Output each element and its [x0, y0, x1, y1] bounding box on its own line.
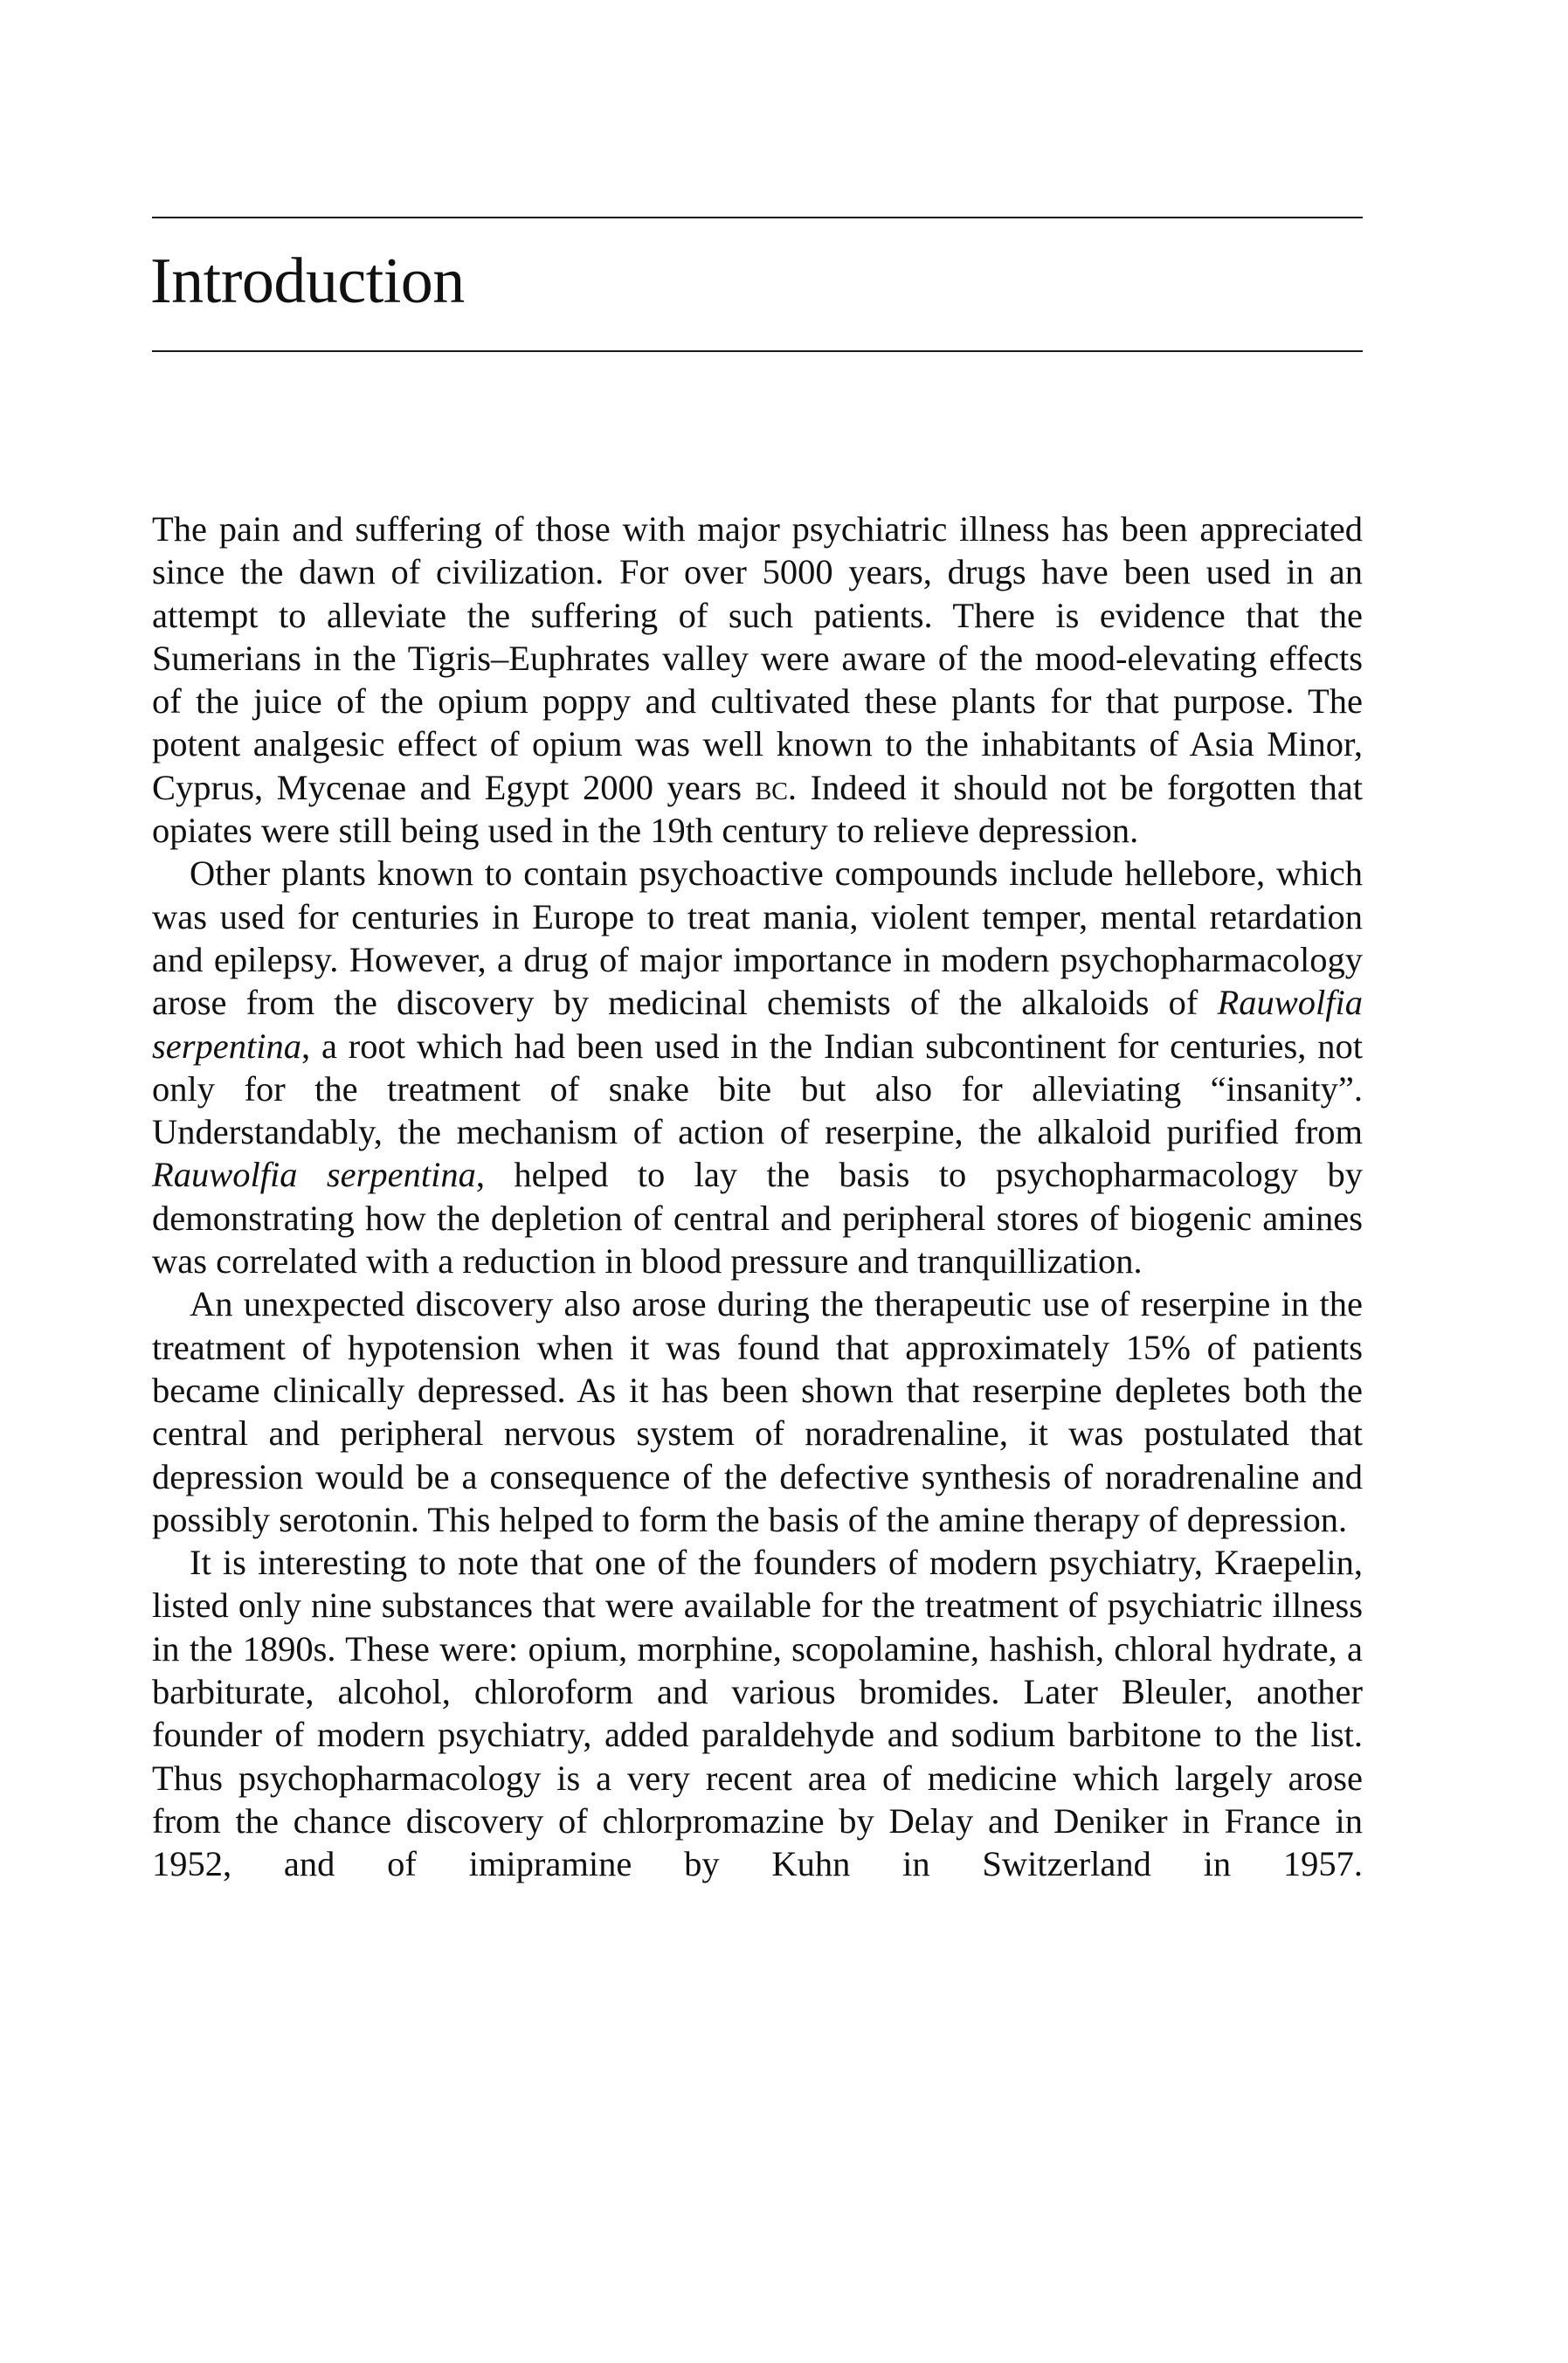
paragraph-3-text: An unexpected discovery also arose during the therapeutic use of reserpine in the treatment of hypotension when it was found that approximately 15% of patients became clinically depressed. As it has been shown that reserpine depletes both the central and peripheral nervous system of noradrenaline, it was postulated that depression would be a consequence of the defective synthesis of noradrenaline and possibly serotonin. This helped to form the basis of the amine therapy of depression. [152, 1284, 1363, 1539]
title-rule-top [152, 217, 1363, 218]
paragraph-2-text: , helped to lay the basis to psychopharmacology by demonstrating how the depletion of central and peripheral stores of biogenic amines was correlated with a reduction in blood pressure and tranquillization. [152, 1155, 1363, 1282]
paragraph-2 [152, 852, 1363, 1282]
species-name: Rauwolfia serpentina [152, 983, 1363, 1066]
paragraph-4 [152, 1541, 1363, 1885]
paragraph-3 [152, 1282, 1363, 1541]
paragraph-2-text: , a root which had been used in the Indian subcontinent for centuries, not only for the treatment of snake bite but also for alleviating “insanity”. Understandably, the mechanism of action of reserpine, the alkaloid purified from [152, 1026, 1363, 1152]
paragraph-4-text: It is interesting to note that one of the founders of modern psychiatry, Kraepelin, listed only nine substances that were available for the treatment of psychiatric illness in the 1890s. These were: opium, morphine, scopolamine, hashish, chloral hydrate, a barbiturate, alcohol, chloroform and various bromides. Later Bleuler, another founder of modern psychiatry, added paraldehyde and sodium barbitone to the list. Thus psychopharmacology is a very recent area of medicine which largely arose from the chance discovery of chlorpromazine by Delay and Deniker in France in 1952, and of imipramine by Kuhn in Switzerland in 1957. [152, 1543, 1363, 1884]
body-text [152, 508, 1363, 1886]
era-abbreviation: bc [755, 767, 788, 807]
paragraph-1-text: . Indeed it should not be forgotten that opiates were still being used in the 19th century to relieve depression. [152, 767, 1364, 851]
species-name: Rauwolfia serpentina [152, 1155, 476, 1195]
paragraph-1-text: The pain and suffering of those with major psychiatric illness has been appreciated since the dawn of civilization. For over 5000 years, drugs have been used in an attempt to alleviate the suffering of such patients. There is evidence that the Sumerians in the Tigris–Euphrates valley were aware of the mood-elevating effects of the juice of the opium poppy and cultivated these plants for that purpose. The potent analgesic effect of opium was well known to the inhabitants of Asia Minor, Cyprus, Mycenae and Egypt 2000 years [152, 509, 1363, 807]
title-rule-bottom [152, 350, 1363, 352]
paragraph-2-text: Other plants known to contain psychoactive compounds include hellebore, which was used for centuries in Europe to treat mania, violent temper, mental retardation and epilepsy. However, a drug of major importance in modern psychopharmacology arose from the discovery by medicinal chemists of the alkaloids of [152, 853, 1363, 1023]
chapter-title: Introduction [150, 245, 465, 317]
paragraph-1 [152, 508, 1363, 852]
